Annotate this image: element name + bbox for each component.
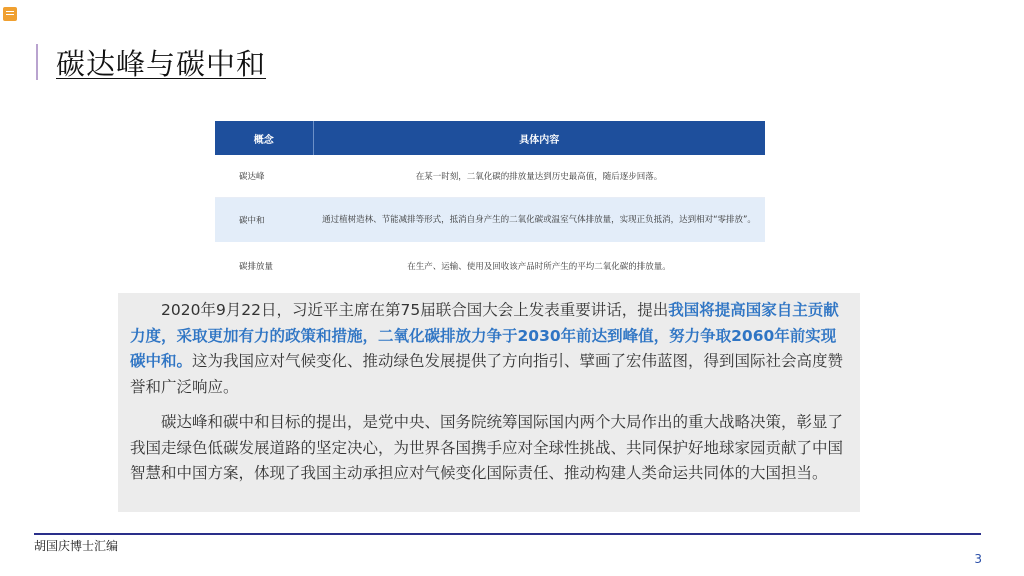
- table-cell-definition: 通过植树造林、节能减排等形式，抵消自身产生的二氧化碳或温室气体排放量，实现正负抵消，达到相对“零排放”。: [313, 198, 765, 243]
- table-row: [215, 198, 765, 243]
- table-row: [215, 155, 765, 198]
- paragraph-significance: 碳达峰和碳中和目标的提出，是党中央、国务院统筹国际国内两个大局作出的重大战略决策，彰显了我国走绿色低碳发展道路的坚定决心，为世界各国携手应对全球性挑战、共同保护好地球家园贡献了中国智慧和中国方案，体现了我国主动承担应对气候变化国际责任、推动构建人类命运共同体的大国担当。: [130, 413, 844, 482]
- paragraph-speech-intro: 2020年9月22日，习近平主席在第75届联合国大会上发表重要讲话，提出: [161, 301, 669, 319]
- comment-icon[interactable]: [3, 7, 17, 21]
- footer-author: 胡国庆博士汇编: [34, 539, 119, 553]
- table-header-concept: 概念: [215, 121, 313, 155]
- table-cell-term: 碳排放量: [215, 242, 313, 290]
- concept-table: [215, 121, 765, 290]
- table-row: [215, 242, 765, 290]
- table-cell-definition: 在生产、运输、使用及回收该产品时所产生的平均二氧化碳的排放量。: [313, 242, 765, 290]
- page-number: 3: [974, 552, 982, 566]
- paragraph-speech-highlight: 我国将提高国家自主贡献力度，采取更加有力的政策和措施，二氧化碳排放力争于2030年前达到峰值，努力争取2060年前实现碳中和。: [130, 301, 839, 370]
- table-cell-term: 碳中和: [215, 198, 313, 243]
- footer-divider: [34, 533, 981, 535]
- table-cell-term: 碳达峰: [215, 155, 313, 198]
- paragraph-speech-rest: 这为我国应对气候变化、推动绿色发展提供了方向指引、擘画了宏伟蓝图，得到国际社会高度赞誉和广泛响应。: [130, 352, 844, 396]
- speech-text-block: [118, 293, 860, 512]
- slide-title: 碳达峰与碳中和: [56, 47, 267, 81]
- table-header-row: [215, 121, 765, 155]
- table-header-content: 具体内容: [313, 121, 765, 155]
- title-accent-bar: [36, 44, 38, 80]
- table-cell-definition: 在某一时刻，二氧化碳的排放量达到历史最高值，随后逐步回落。: [313, 155, 765, 198]
- paragraph-speech: [130, 298, 848, 400]
